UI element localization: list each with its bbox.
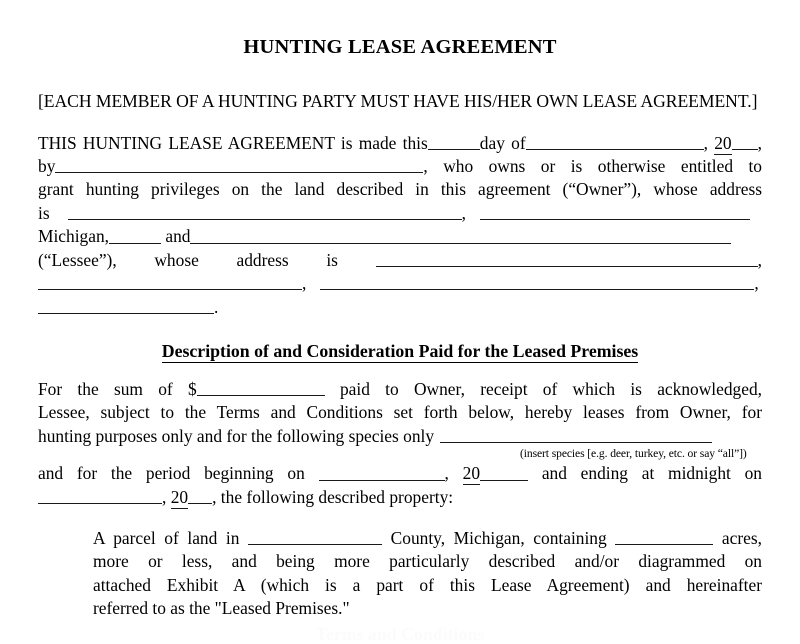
intro-seg-10: address xyxy=(236,249,289,270)
intro-line-7 xyxy=(38,272,762,295)
species-blank[interactable] xyxy=(440,426,712,443)
owner-name-blank[interactable] xyxy=(55,156,423,173)
intro-paragraph xyxy=(38,112,762,319)
intro-seg-1: THIS HUNTING LEASE AGREEMENT is made this xyxy=(38,132,428,153)
cut-off-next-heading: Terms and Conditions xyxy=(315,624,485,644)
intro-seg-6: Michigan, xyxy=(38,226,109,247)
consideration-line-1 xyxy=(38,378,762,401)
intro-line-5 xyxy=(38,225,762,248)
owner-address-blank-2[interactable] xyxy=(480,203,750,220)
intro-line-2: by , who owns or is otherwise entitled to xyxy=(38,156,762,177)
period-end-label: and ending at midnight on xyxy=(541,463,763,484)
parcel-line-1 xyxy=(93,527,762,550)
intro-seg-11: is xyxy=(38,202,50,223)
end-date-blank[interactable] xyxy=(38,487,162,504)
intro-comma-3: , xyxy=(757,249,762,270)
intro-seg-9: whose xyxy=(154,249,199,270)
parcel-seg-1a: A parcel of land in xyxy=(93,527,240,548)
period-comma-2: , xyxy=(162,486,167,507)
lessee-address-blank-3[interactable] xyxy=(320,273,754,290)
lessee-address-blank-1[interactable] xyxy=(376,250,758,267)
parcel-seg-1b: County, Michigan, containing xyxy=(390,527,607,548)
consideration-seg-1b: paid to Owner, receipt of which is acknowledged, xyxy=(339,378,762,399)
begin-year-blank[interactable] xyxy=(480,464,528,481)
sum-label: For the sum of $ xyxy=(38,378,197,399)
section-heading-text: Description of and Consideration Paid for the Leased Premises xyxy=(161,340,639,361)
period-comma-1: , xyxy=(444,463,449,484)
section-heading xyxy=(38,319,762,364)
begin-year-prefix: 20 xyxy=(462,463,481,484)
begin-date-blank[interactable] xyxy=(319,464,445,481)
intro-period: . xyxy=(214,296,219,317)
parcel-line-4: referred to as the "Leased Premises." xyxy=(93,598,350,619)
parcel-line-2: more or less, and being more particularly described and/or diagrammed on xyxy=(93,551,762,572)
consideration-line-3 xyxy=(38,425,762,448)
consideration-seg-3a: hunting purposes only and for the following species only xyxy=(38,425,435,446)
consideration-line-4 xyxy=(38,460,762,485)
day-blank[interactable] xyxy=(428,133,480,150)
sum-amount-blank[interactable] xyxy=(197,379,325,396)
intro-line-1 xyxy=(38,132,762,155)
intro-comma-1: , xyxy=(703,132,708,153)
acres-blank[interactable] xyxy=(615,528,713,545)
lessee-address-blank-4[interactable] xyxy=(38,297,214,314)
intro-line-6 xyxy=(38,249,762,272)
end-year-prefix: 20 xyxy=(170,486,189,507)
parcel-paragraph xyxy=(38,509,762,621)
consideration-paragraph xyxy=(38,364,762,509)
lessee-name-blank[interactable] xyxy=(190,227,731,244)
species-hint: (insert species [e.g. deer, turkey, etc. or say “all”]) xyxy=(520,447,747,461)
intro-line-3: grant hunting privileges on the land described in this agreement (“Owner”), whose address xyxy=(38,179,762,200)
year-prefix-1: 20 xyxy=(714,132,732,153)
intro-seg-2: day of xyxy=(479,132,526,153)
intro-seg-3: by xyxy=(38,156,56,177)
year-blank-1[interactable] xyxy=(732,133,758,150)
county-blank[interactable] xyxy=(248,528,382,545)
consideration-line-2: Lessee, subject to the Terms and Conditions set forth below, hereby leases from Owner, for xyxy=(38,402,762,423)
page-title: HUNTING LEASE AGREEMENT xyxy=(243,36,557,58)
end-year-blank[interactable] xyxy=(188,487,212,504)
intro-comma-1b: , xyxy=(757,132,762,153)
month-blank[interactable] xyxy=(526,133,704,150)
intro-comma-5: , xyxy=(754,273,759,294)
intro-line-4 xyxy=(38,202,762,225)
parcel-seg-1c: acres, xyxy=(721,527,762,548)
owner-address-blank-1[interactable] xyxy=(68,203,462,220)
intro-comma-2: , xyxy=(461,202,466,223)
owner-zip-blank[interactable] xyxy=(109,227,161,244)
period-begin-label: and for the period beginning on xyxy=(38,463,305,484)
property-follows-label: , the following described property: xyxy=(212,486,454,507)
intro-seg-11b: is xyxy=(326,249,338,270)
consideration-line-5 xyxy=(38,486,762,509)
parcel-line-3: attached Exhibit A (which is a part of this Lease Agreement) and hereinafter xyxy=(93,574,762,595)
intro-seg-7: and xyxy=(165,226,191,247)
intro-line-8 xyxy=(38,296,762,319)
intro-comma-4: , xyxy=(302,273,307,294)
notice-line: [EACH MEMBER OF A HUNTING PARTY MUST HAVE HIS/HER OWN LEASE AGREEMENT.] xyxy=(38,90,758,111)
lessee-address-blank-2[interactable] xyxy=(38,273,302,290)
intro-seg-8: (“Lessee”), xyxy=(38,249,117,270)
